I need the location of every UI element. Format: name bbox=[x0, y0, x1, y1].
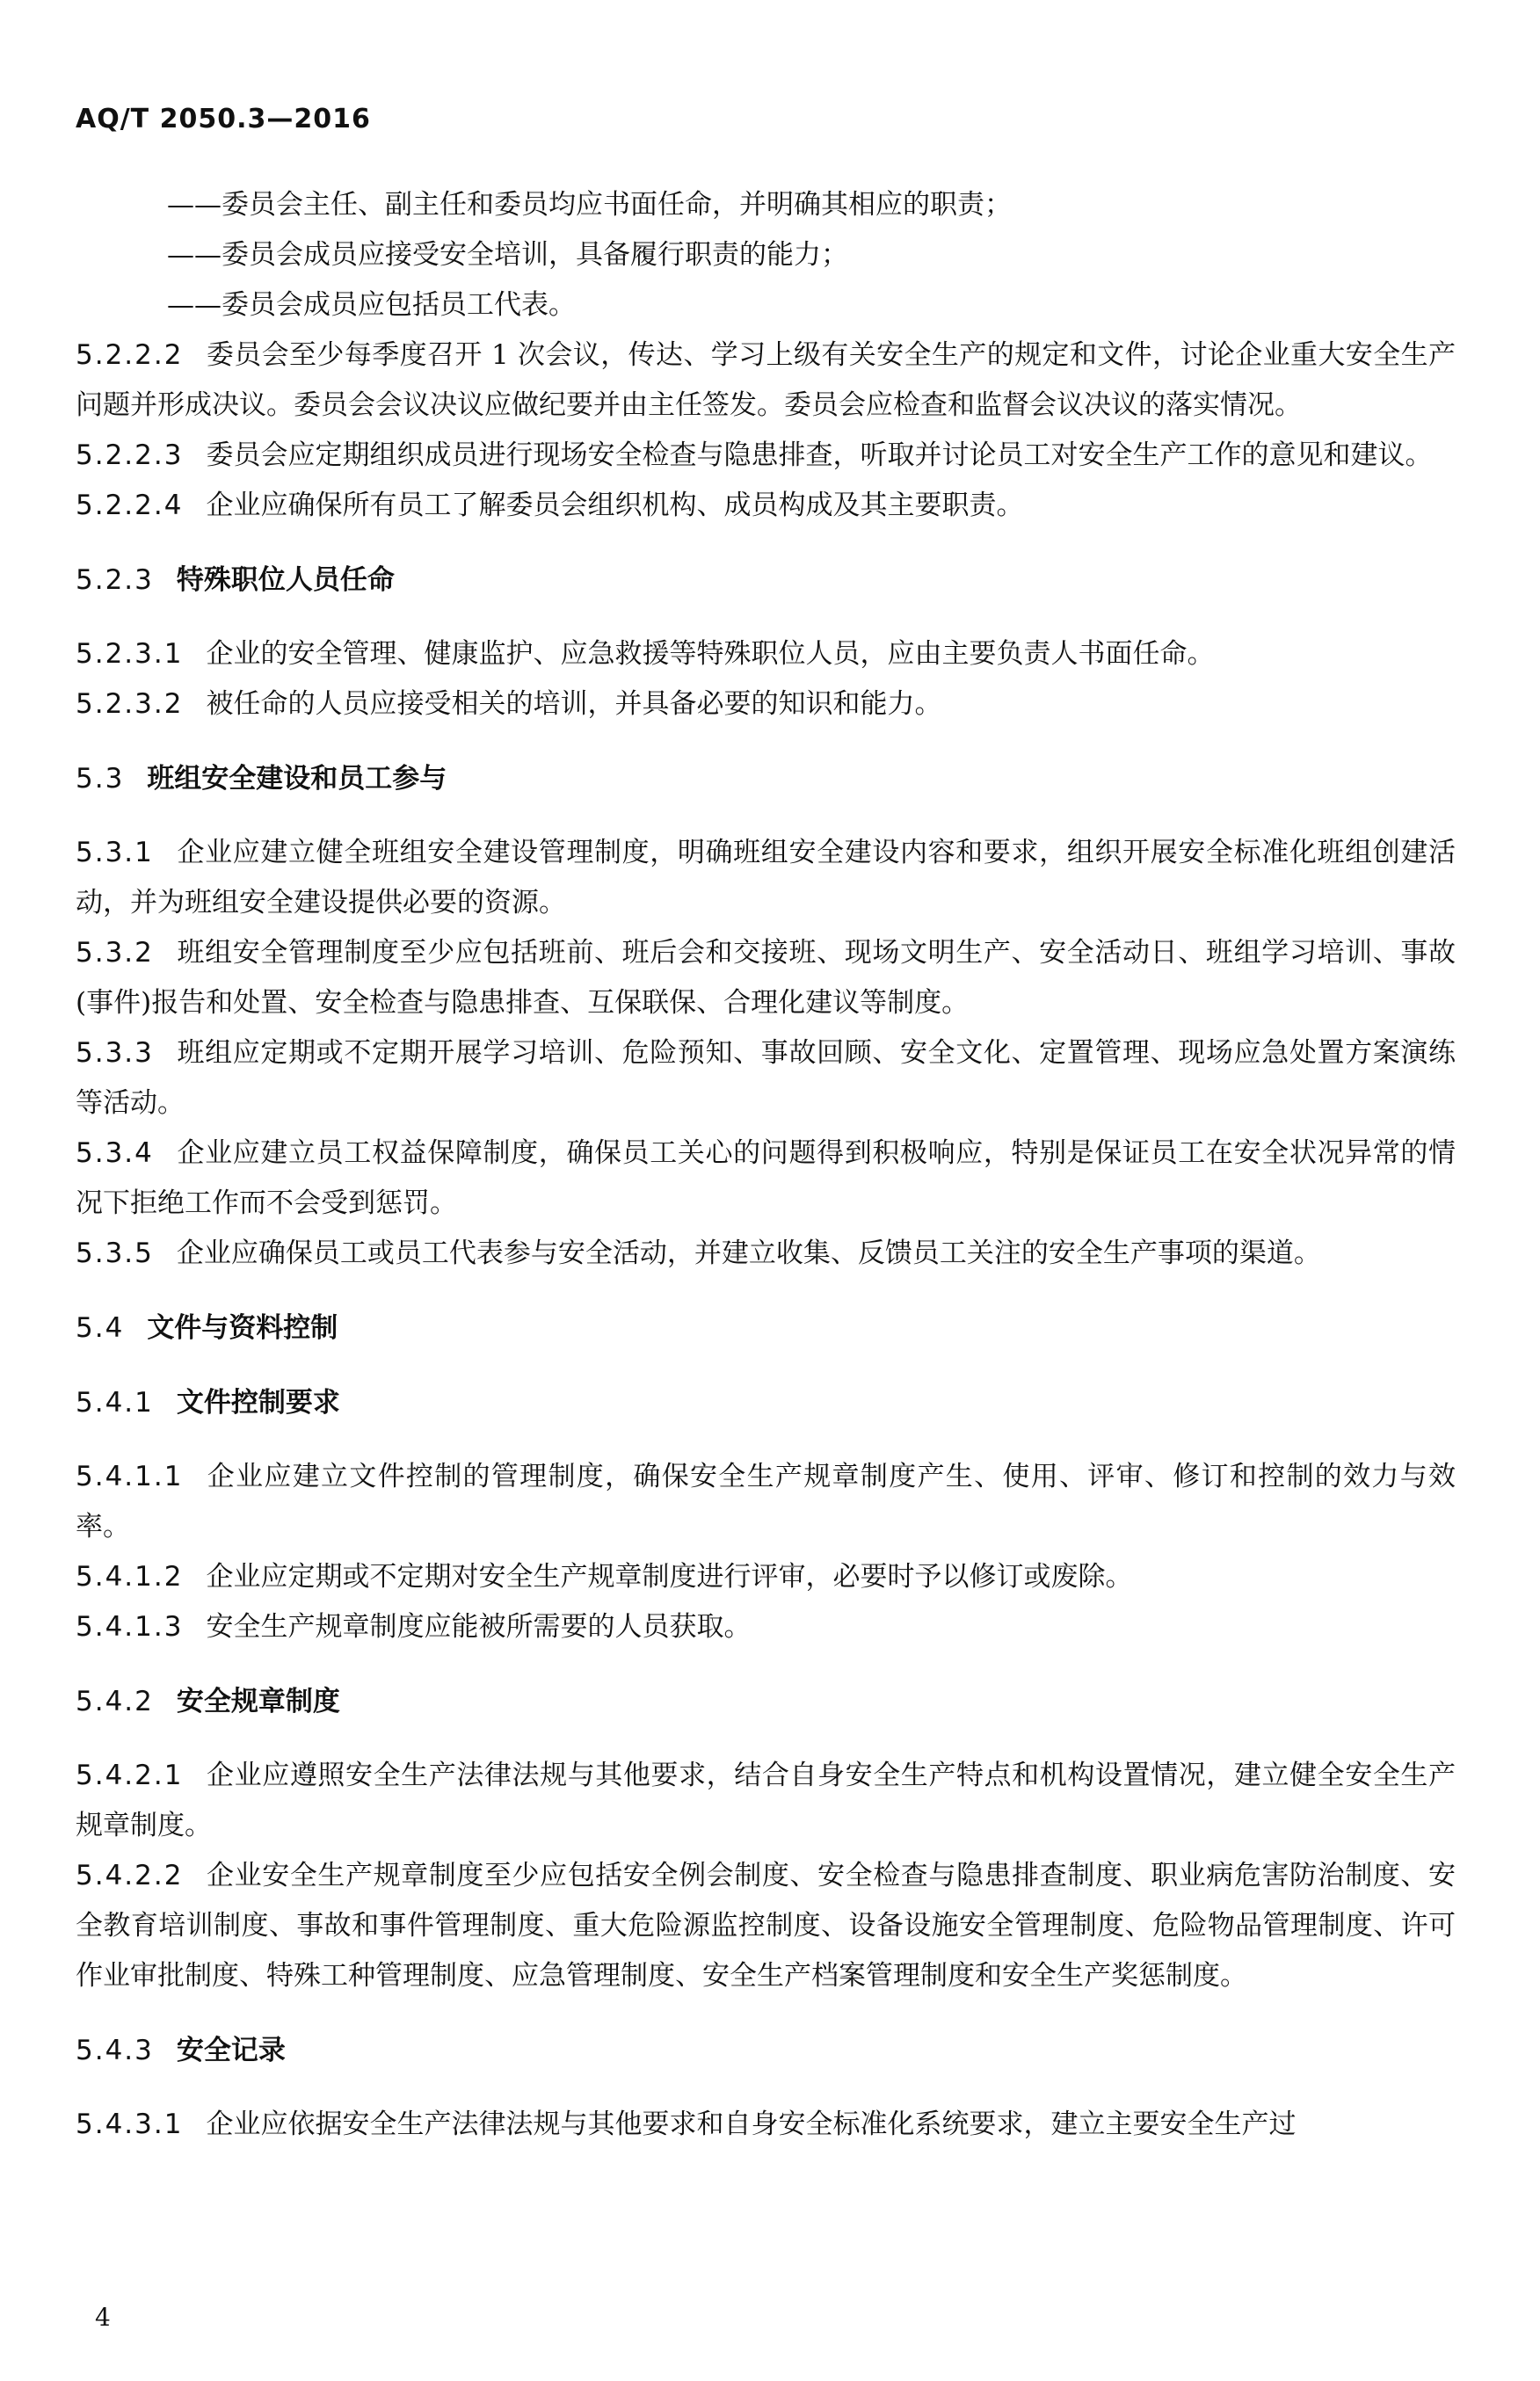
clause-paragraph bbox=[76, 1129, 1456, 1229]
clause-number: 5.3.2 bbox=[76, 937, 154, 969]
clause-number: 5.2.2.3 bbox=[76, 439, 184, 471]
clause-text: 企业应建立文件控制的管理制度，确保安全生产规章制度产生、使用、评审、修订和控制的效力与效率。 bbox=[76, 1461, 1456, 1543]
clause-text: 企业应遵照安全生产法律法规与其他要求，结合自身安全生产特点和机构设置情况，建立健全安全生产规章制度。 bbox=[76, 1760, 1456, 1841]
clause-text: 安全生产规章制度应能被所需要的人员获取。 bbox=[206, 1611, 752, 1643]
clause-paragraph bbox=[76, 1229, 1456, 1279]
clause-text: 委员会应定期组织成员进行现场安全检查与隐患排查，听取并讨论员工对安全生产工作的意见和建议。 bbox=[206, 439, 1433, 471]
clause-paragraph bbox=[76, 1452, 1456, 1552]
clause-number: 5.4 bbox=[76, 1312, 125, 1344]
list-item-text: ——委员会成员应包括员工代表。 bbox=[167, 289, 576, 321]
clause-number: 5.2.2.2 bbox=[76, 339, 184, 371]
clause-paragraph bbox=[76, 431, 1456, 481]
list-item-text: ——委员会成员应接受安全培训，具备履行职责的能力； bbox=[167, 239, 848, 271]
heading-text: 安全记录 bbox=[176, 2035, 286, 2066]
clause-number: 5.4.1 bbox=[76, 1387, 154, 1419]
clause-number: 5.2.2.4 bbox=[76, 490, 184, 521]
clause-paragraph bbox=[76, 481, 1456, 531]
clause-paragraph bbox=[76, 679, 1456, 730]
clause-number: 5.3 bbox=[76, 763, 125, 795]
clause-text: 班组应定期或不定期开展学习培训、危险预知、事故回顾、安全文化、定置管理、现场应急处置方案演练等活动。 bbox=[76, 1037, 1456, 1119]
clause-number: 5.3.1 bbox=[76, 837, 154, 868]
section-heading bbox=[76, 1378, 1456, 1428]
heading-text: 特殊职位人员任命 bbox=[176, 564, 395, 596]
clause-number: 5.3.5 bbox=[76, 1238, 154, 1269]
clause-number: 5.4.1.2 bbox=[76, 1561, 184, 1593]
clause-number: 5.4.1.3 bbox=[76, 1611, 184, 1643]
clause-number: 5.2.3.2 bbox=[76, 688, 184, 720]
clause-number: 5.4.1.1 bbox=[76, 1461, 184, 1492]
clause-number: 5.4.3 bbox=[76, 2035, 154, 2066]
dash-list-item bbox=[76, 180, 1456, 230]
clause-paragraph bbox=[76, 1028, 1456, 1129]
clause-paragraph bbox=[76, 1602, 1456, 1652]
clause-number: 5.4.3.1 bbox=[76, 2109, 184, 2140]
clause-number: 5.2.3.1 bbox=[76, 638, 184, 670]
clause-text: 企业应确保所有员工了解委员会组织机构、成员构成及其主要职责。 bbox=[206, 490, 1024, 521]
heading-text: 文件控制要求 bbox=[176, 1387, 340, 1419]
clause-paragraph bbox=[76, 1751, 1456, 1851]
clause-paragraph bbox=[76, 330, 1456, 431]
clause-text: 班组安全管理制度至少应包括班前、班后会和交接班、现场文明生产、安全活动日、班组学习培训、事故(事件)报告和处置、安全检查与隐患排查、互保联保、合理化建议等制度。 bbox=[76, 937, 1456, 1019]
clause-text: 企业应确保员工或员工代表参与安全活动，并建立收集、反馈员工关注的安全生产事项的渠道。 bbox=[176, 1238, 1321, 1269]
section-heading bbox=[76, 1303, 1456, 1354]
page-number: 4 bbox=[95, 2303, 111, 2332]
list-item-text: ——委员会主任、副主任和委员均应书面任命，并明确其相应的职责； bbox=[167, 189, 1012, 221]
clause-text: 企业的安全管理、健康监护、应急救援等特殊职位人员，应由主要负责人书面任命。 bbox=[206, 638, 1215, 670]
clause-number: 5.4.2 bbox=[76, 1686, 154, 1717]
clause-paragraph bbox=[76, 1851, 1456, 2001]
clause-number: 5.4.2.1 bbox=[76, 1760, 184, 1791]
clause-number: 5.3.4 bbox=[76, 1137, 154, 1169]
clause-number: 5.2.3 bbox=[76, 564, 154, 596]
clause-number: 5.4.2.2 bbox=[76, 1860, 184, 1891]
section-heading bbox=[76, 1677, 1456, 1727]
standard-code-header: AQ/T 2050.3—2016 bbox=[76, 104, 371, 134]
clause-text: 被任命的人员应接受相关的培训，并具备必要的知识和能力。 bbox=[206, 688, 942, 720]
clause-number: 5.3.3 bbox=[76, 1037, 154, 1069]
clause-text: 企业应定期或不定期对安全生产规章制度进行评审，必要时予以修订或废除。 bbox=[206, 1561, 1133, 1593]
section-heading bbox=[76, 754, 1456, 804]
clause-paragraph bbox=[76, 1552, 1456, 1602]
section-heading bbox=[76, 555, 1456, 606]
dash-list-item bbox=[76, 280, 1456, 330]
clause-text: 企业安全生产规章制度至少应包括安全例会制度、安全检查与隐患排查制度、职业病危害防治制度、安全教育培训制度、事故和事件管理制度、重大危险源监控制度、设备设施安全管理制度、危险物品管理制度、许可作业审批制度、特殊工种管理制度、应急管理制度、安全生产档案管理制度和安全生产奖惩制度。 bbox=[76, 1860, 1456, 1992]
clause-text: 企业应建立健全班组安全建设管理制度，明确班组安全建设内容和要求，组织开展安全标准化班组创建活动，并为班组安全建设提供必要的资源。 bbox=[76, 837, 1456, 918]
clause-paragraph bbox=[76, 629, 1456, 679]
clause-paragraph bbox=[76, 928, 1456, 1028]
section-heading bbox=[76, 2026, 1456, 2076]
clause-paragraph bbox=[76, 828, 1456, 928]
clause-text: 委员会至少每季度召开 1 次会议，传达、学习上级有关安全生产的规定和文件，讨论企业重大安全生产问题并形成决议。委员会会议决议应做纪要并由主任签发。委员会应检查和监督会议决议的落实情况。 bbox=[76, 339, 1456, 421]
clause-text: 企业应建立员工权益保障制度，确保员工关心的问题得到积极响应，特别是保证员工在安全状况异常的情况下拒绝工作而不会受到惩罚。 bbox=[76, 1137, 1456, 1219]
clause-paragraph bbox=[76, 2100, 1456, 2150]
clause-text: 企业应依据安全生产法律法规与其他要求和自身安全标准化系统要求，建立主要安全生产过 bbox=[206, 2109, 1297, 2140]
heading-text: 班组安全建设和员工参与 bbox=[147, 763, 447, 795]
document-body bbox=[76, 180, 1456, 2150]
heading-text: 安全规章制度 bbox=[176, 1686, 340, 1717]
dash-list-item bbox=[76, 230, 1456, 280]
heading-text: 文件与资料控制 bbox=[147, 1312, 338, 1344]
